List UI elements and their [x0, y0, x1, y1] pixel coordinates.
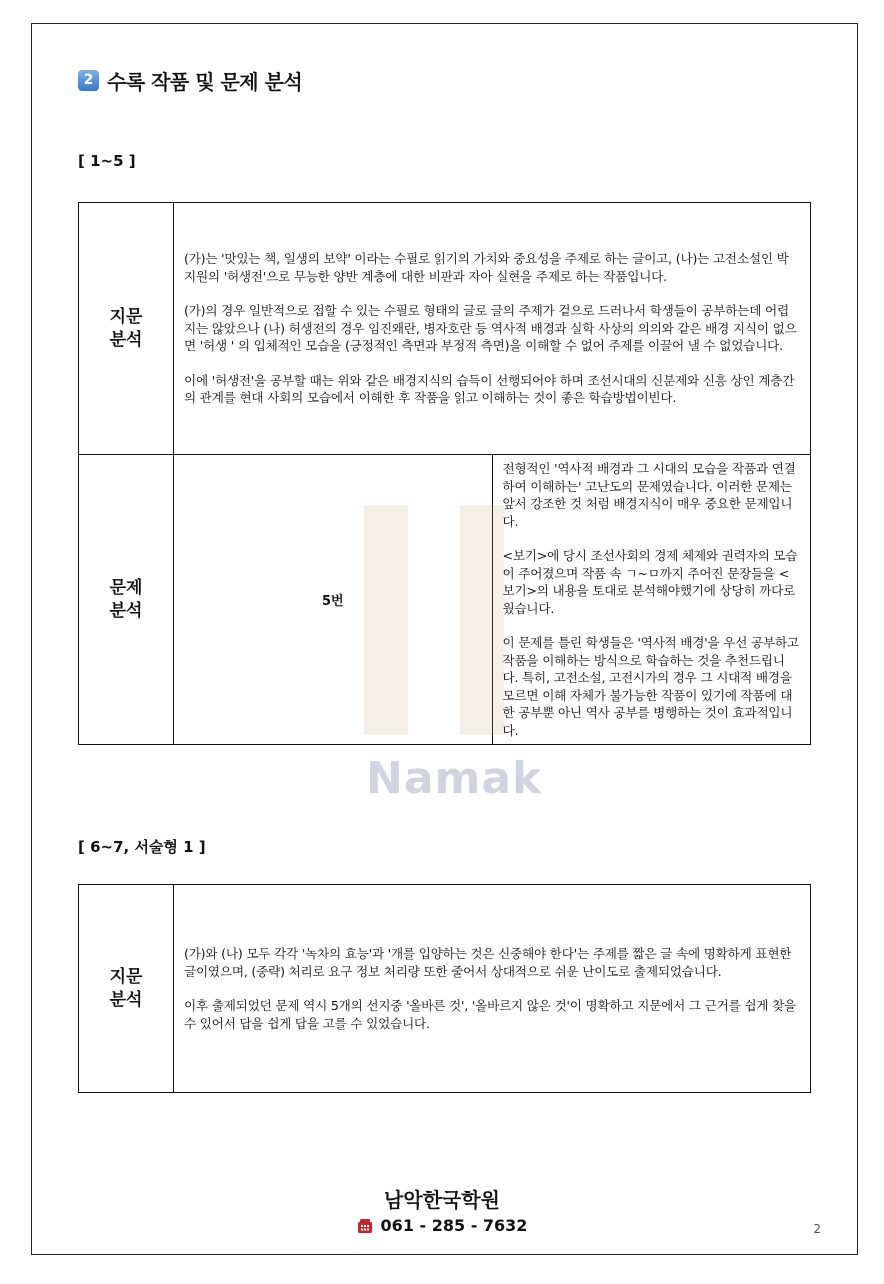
paragraph: (가)와 (나) 모두 각각 '녹차의 효능'과 '개를 입양하는 것은 신중해야 한다'는 주제를 짧은 글 속에 명확하게 표현한 글이였으며, (중략) 처리로 요구 정보 처리량 또한 줄어서 상대적으로 쉬운 난이도로 출제되었습니다.	[184, 946, 792, 979]
section-heading	[78, 66, 302, 94]
phone-icon	[357, 1218, 373, 1234]
question-number: 5번	[174, 455, 493, 745]
passage-analysis-header	[79, 203, 174, 455]
header-line: 분석	[109, 329, 143, 350]
paragraph: (가)의 경우 일반적으로 접할 수 있는 수필로 형태의 글로 글의 주제가 겉으로 드러나서 학생들이 공부하는데 어렵지는 않았으나 (나) 허생전의 경우 임진왜란, 병자호란 등 역사적 배경과 실학 사상의 의의와 같은 배경 지식이 없으면 '허생 ' 의 입체적인 모습을 (긍정적인 측면과 부정적 측면)을 이해할 수 없어 주제를 이끌어 낼 수 없었습니다.	[184, 303, 797, 354]
paragraph: 이후 출제되었던 문제 역시 5개의 선지중 '올바른 것', '올바르지 않은 것'이 명확하고 지문에서 그 근거를 쉽게 찾을 수 있어서 답을 쉽게 답을 고를 수 있었습니다.	[184, 998, 796, 1031]
watermark-text: Namak	[366, 753, 543, 804]
passage-analysis-body	[174, 885, 811, 1093]
header-line: 분석	[109, 989, 143, 1010]
paragraph: 전형적인 '역사적 배경과 그 시대의 모습을 작품과 연결하여 이해하는' 고난도의 문제였습니다. 이러한 문제는 앞서 강조한 것 처럼 배경지식이 매우 중요한 문제입니다.	[502, 461, 796, 529]
question-range-label-1: [ 1~5 ]	[78, 152, 136, 170]
header-line: 문제	[109, 577, 143, 598]
phone-number: 061 - 285 - 7632	[380, 1216, 528, 1235]
paragraph: <보기>에 당시 조선사회의 경제 체제와 권력자의 모습이 주어졌으며 작품 속 ㄱ~ㅁ까지 주어진 문장들을 <보기>의 내용을 토대로 분석해야했기에 상당히 까다로웠습니다.	[502, 548, 798, 616]
analysis-table-1	[78, 202, 811, 745]
question-range-label-2: [ 6~7, 서술형 1 ]	[78, 838, 206, 856]
section-number-badge: 2	[78, 70, 99, 91]
passage-analysis-body	[174, 203, 811, 455]
section-title: 수록 작품 및 문제 분석	[107, 69, 303, 94]
page-number: 2	[813, 1222, 821, 1236]
question-analysis-header	[79, 455, 174, 745]
paragraph: 이 문제를 틀린 학생들은 '역사적 배경'을 우선 공부하고 작품을 이해하는 방식으로 학습하는 것을 추천드립니다. 특히, 고전소설, 고전시가의 경우 그 시대적 배경을 모르면 이해 자체가 불가능한 작품이 있기에 작품에 대한 공부뿐 아닌 역사 공부를 병행하는 것이 효과적입니다.	[502, 635, 799, 738]
academy-phone	[0, 1216, 884, 1235]
paragraph: (가)는 '맛있는 책, 일생의 보약' 이라는 수필로 읽기의 가치와 중요성을 주제로 하는 글이고, (나)는 고전소설인 박지원의 '허생전'으로 무능한 양반 계층에 대한 비판과 자아 실현을 주제로 하는 작품입니다.	[184, 251, 789, 284]
question-analysis-body	[492, 455, 811, 745]
header-line: 지문	[109, 966, 143, 987]
paragraph: 이에 '허생전'을 공부할 때는 위와 같은 배경지식의 습득이 선행되어야 하며 조선시대의 신분제와 신흥 상인 계층간의 관계를 현대 사회의 모습에서 이해한 후 작품을 읽고 이해하는 것이 좋은 학습방법이빈다.	[184, 372, 795, 406]
header-line: 분석	[109, 600, 143, 621]
academy-name: 남악한국학원	[384, 1188, 500, 1212]
analysis-table-2	[78, 884, 811, 1093]
header-line: 지문	[109, 306, 143, 327]
passage-analysis-header	[79, 885, 174, 1093]
